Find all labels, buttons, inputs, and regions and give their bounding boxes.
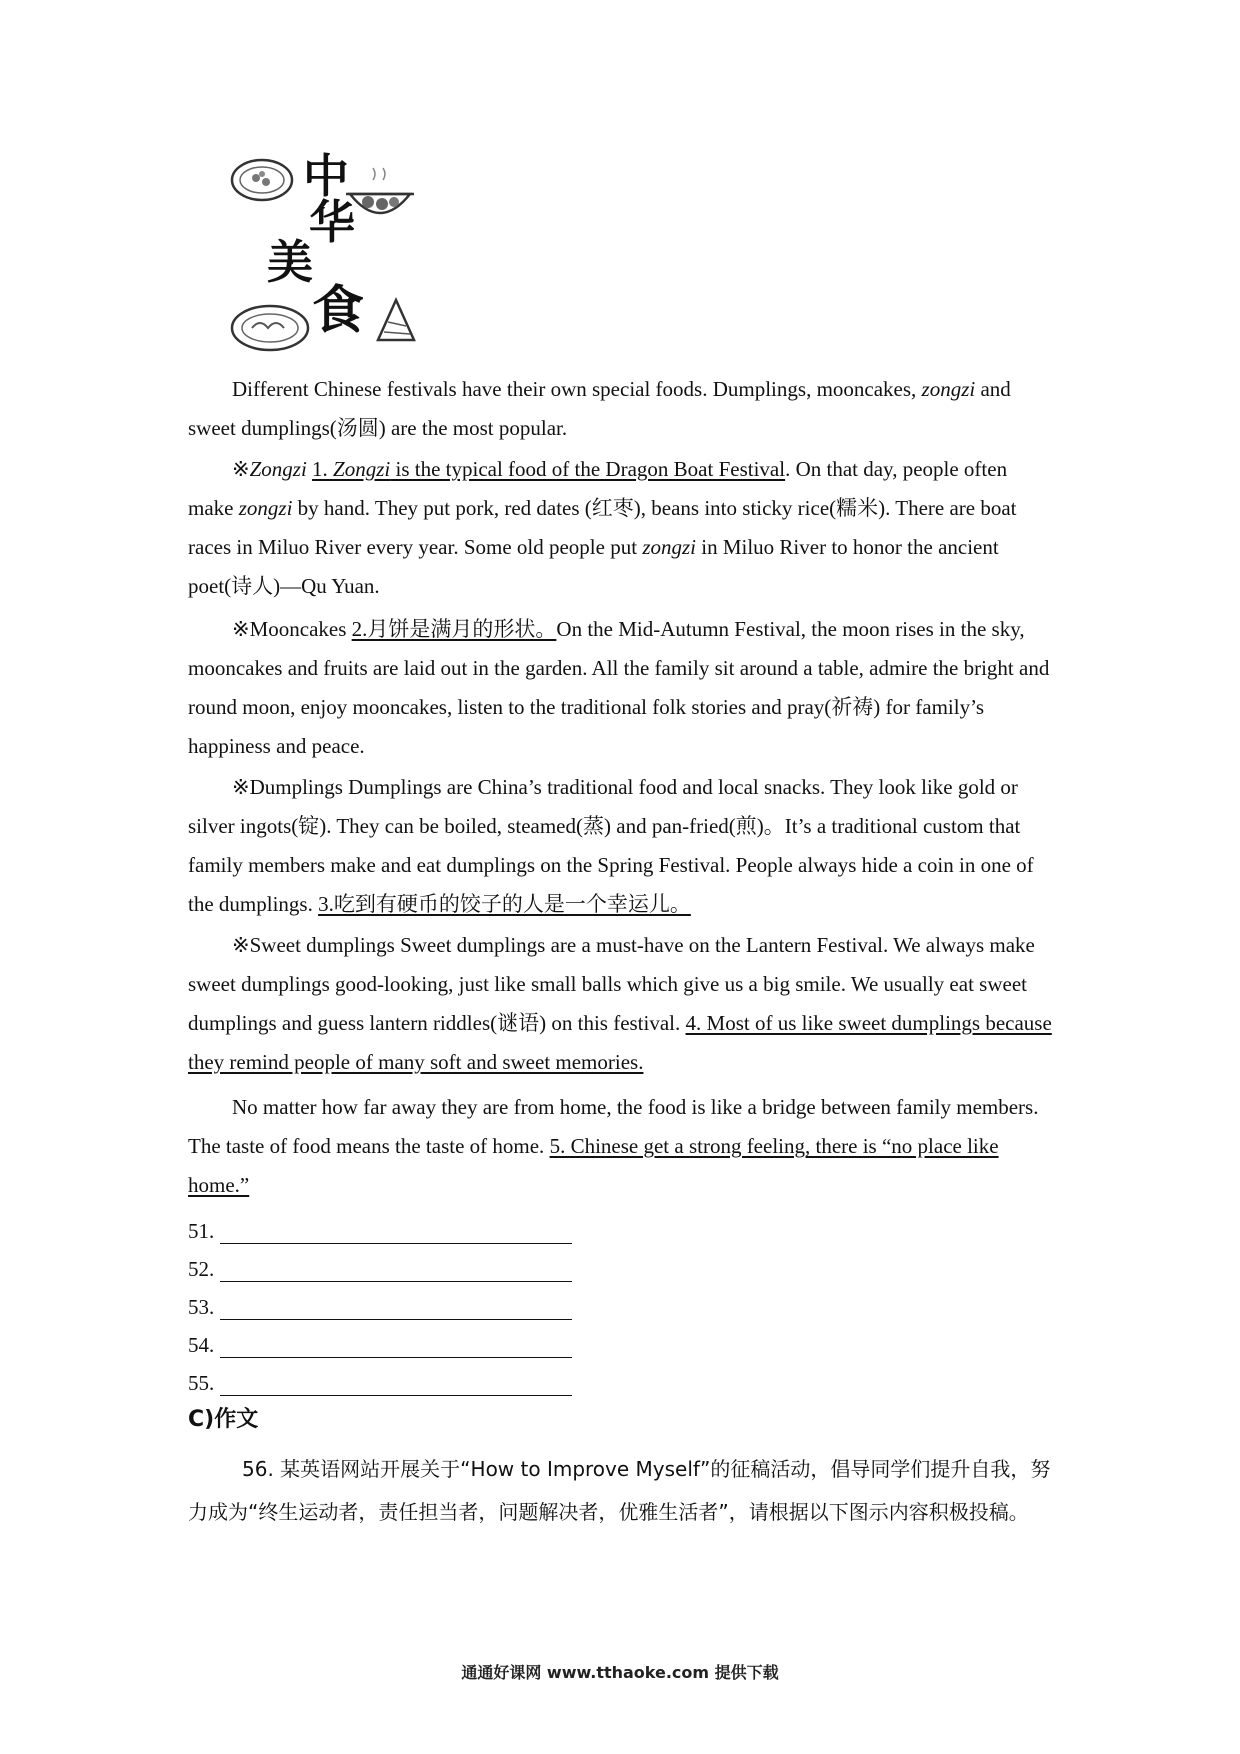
zongzi-icon xyxy=(378,300,414,340)
underlined-sentence-4: 4. Most of us like sweet dumplings because they remind people of many soft and sweet memories. xyxy=(188,1011,1052,1074)
closing-text: No matter how far away they are from home, the food is like a bridge between family members. The taste of food means the taste of home. xyxy=(188,1095,1039,1158)
answer-blank[interactable] xyxy=(220,1293,572,1320)
underlined-sentence-1 xyxy=(312,457,785,481)
section-title: C)作文 xyxy=(188,1407,259,1432)
underlined-sentence-5: 5. Chinese get a strong feeling, there is “no place like home.” xyxy=(188,1134,999,1197)
answer-line-53 xyxy=(188,1282,688,1320)
sweet-dumpling-paragraph xyxy=(188,926,1056,1082)
zongzi-word-1: zongzi xyxy=(238,496,293,520)
intro-text-1: Different Chinese festivals have their own special foods. Dumplings, mooncakes, xyxy=(232,377,922,401)
zongzi-word-2: zongzi xyxy=(642,535,696,559)
svg-text:食: 食 xyxy=(311,280,365,341)
zongzi-mark: ※ xyxy=(232,457,250,481)
zongzi-paragraph xyxy=(188,450,1056,606)
intro-zongzi: zongzi xyxy=(921,377,976,401)
answer-blank[interactable] xyxy=(220,1369,572,1396)
bowl-icon xyxy=(346,168,414,213)
sweet-dumpling-text: ※Sweet dumplings Sweet dumplings are a must-have on the Lantern Festival. We always make sweet dumplings good-looking, just like small balls which give us a big smile. We usually eat sweet dumplings and guess lantern riddles(谜语) on this festival. xyxy=(188,933,1035,1035)
sentence-1-word: Zongzi xyxy=(333,457,391,481)
answer-number: 52. xyxy=(188,1257,215,1281)
chinese-food-logo xyxy=(228,150,428,355)
svg-text:美: 美 xyxy=(267,235,313,289)
writing-prompt: 56. 某英语网站开展关于“How to Improve Myself”的征稿活动，倡导同学们提升自我，努力成为“终生运动者，责任担当者，问题解决者，优雅生活者”，请根据以下图示内容积极投稿。 xyxy=(188,1457,1051,1524)
svg-text:华: 华 xyxy=(309,195,355,249)
calligraphy-text xyxy=(267,150,364,341)
answer-number: 54. xyxy=(188,1333,215,1357)
zongzi-text-3: in Miluo River to honor the ancient poet(诗人)—Qu Yuan. xyxy=(188,535,999,598)
answer-lines xyxy=(188,1206,688,1396)
intro-text-2: and sweet dumplings(汤圆) are the most popular. xyxy=(188,377,1011,440)
dumpling-paragraph xyxy=(188,768,1056,924)
answer-blank[interactable] xyxy=(220,1255,572,1282)
answer-line-52 xyxy=(188,1244,688,1282)
closing-paragraph xyxy=(188,1088,1056,1205)
answer-number: 53. xyxy=(188,1295,215,1319)
answer-line-54 xyxy=(188,1320,688,1358)
mooncake-paragraph xyxy=(188,610,1056,766)
sentence-1-rest: is the typical food of the Dragon Boat Festival xyxy=(390,457,786,481)
sentence-1-number: 1. xyxy=(312,457,334,481)
svg-text:中: 中 xyxy=(303,150,349,203)
zongzi-text-1: . On that day, people often make xyxy=(188,457,1008,520)
mooncake-heading: ※Mooncakes xyxy=(232,617,352,641)
dumpling-plate-icon xyxy=(232,306,308,350)
zongzi-heading: Zongzi xyxy=(249,457,307,481)
mooncake-text: On the Mid-Autumn Festival, the moon rises in the sky, mooncakes and fruits are laid out in the garden. All the family sit around a table, admire the bright and round moon, enjoy mooncakes, listen to the traditional folk stories and pray(祈祷) for family’s happiness and peace. xyxy=(188,617,1050,758)
answer-number: 51. xyxy=(188,1219,215,1243)
underlined-sentence-3: 3.吃到有硬币的饺子的人是一个幸运儿。 xyxy=(318,892,691,916)
answer-blank[interactable] xyxy=(220,1331,572,1358)
answer-line-55 xyxy=(188,1358,688,1396)
underlined-sentence-2: 2.月饼是满月的形状。 xyxy=(351,617,557,641)
intro-paragraph xyxy=(188,370,1056,448)
answer-line-51 xyxy=(188,1206,688,1244)
zongzi-text-2: by hand. They put pork, red dates (红枣), beans into sticky rice(糯米). There are boat races in Miluo River every year. Some old people put xyxy=(188,496,1017,559)
dumpling-text: ※Dumplings Dumplings are China’s traditional food and local snacks. They look like gold or silver ingots(锭). They can be boiled, steamed(蒸) and pan-fried(煎)。It’s a traditional custom that family members make and eat dumplings on the Spring Festival. People always hide a coin in one of the dumplings. xyxy=(188,775,1034,916)
page-footer: 通通好课网 www.tthaoke.com 提供下载 xyxy=(461,1663,779,1682)
dumpling-plate-icon xyxy=(232,160,292,200)
answer-blank[interactable] xyxy=(220,1217,572,1244)
answer-number: 55. xyxy=(188,1371,215,1395)
